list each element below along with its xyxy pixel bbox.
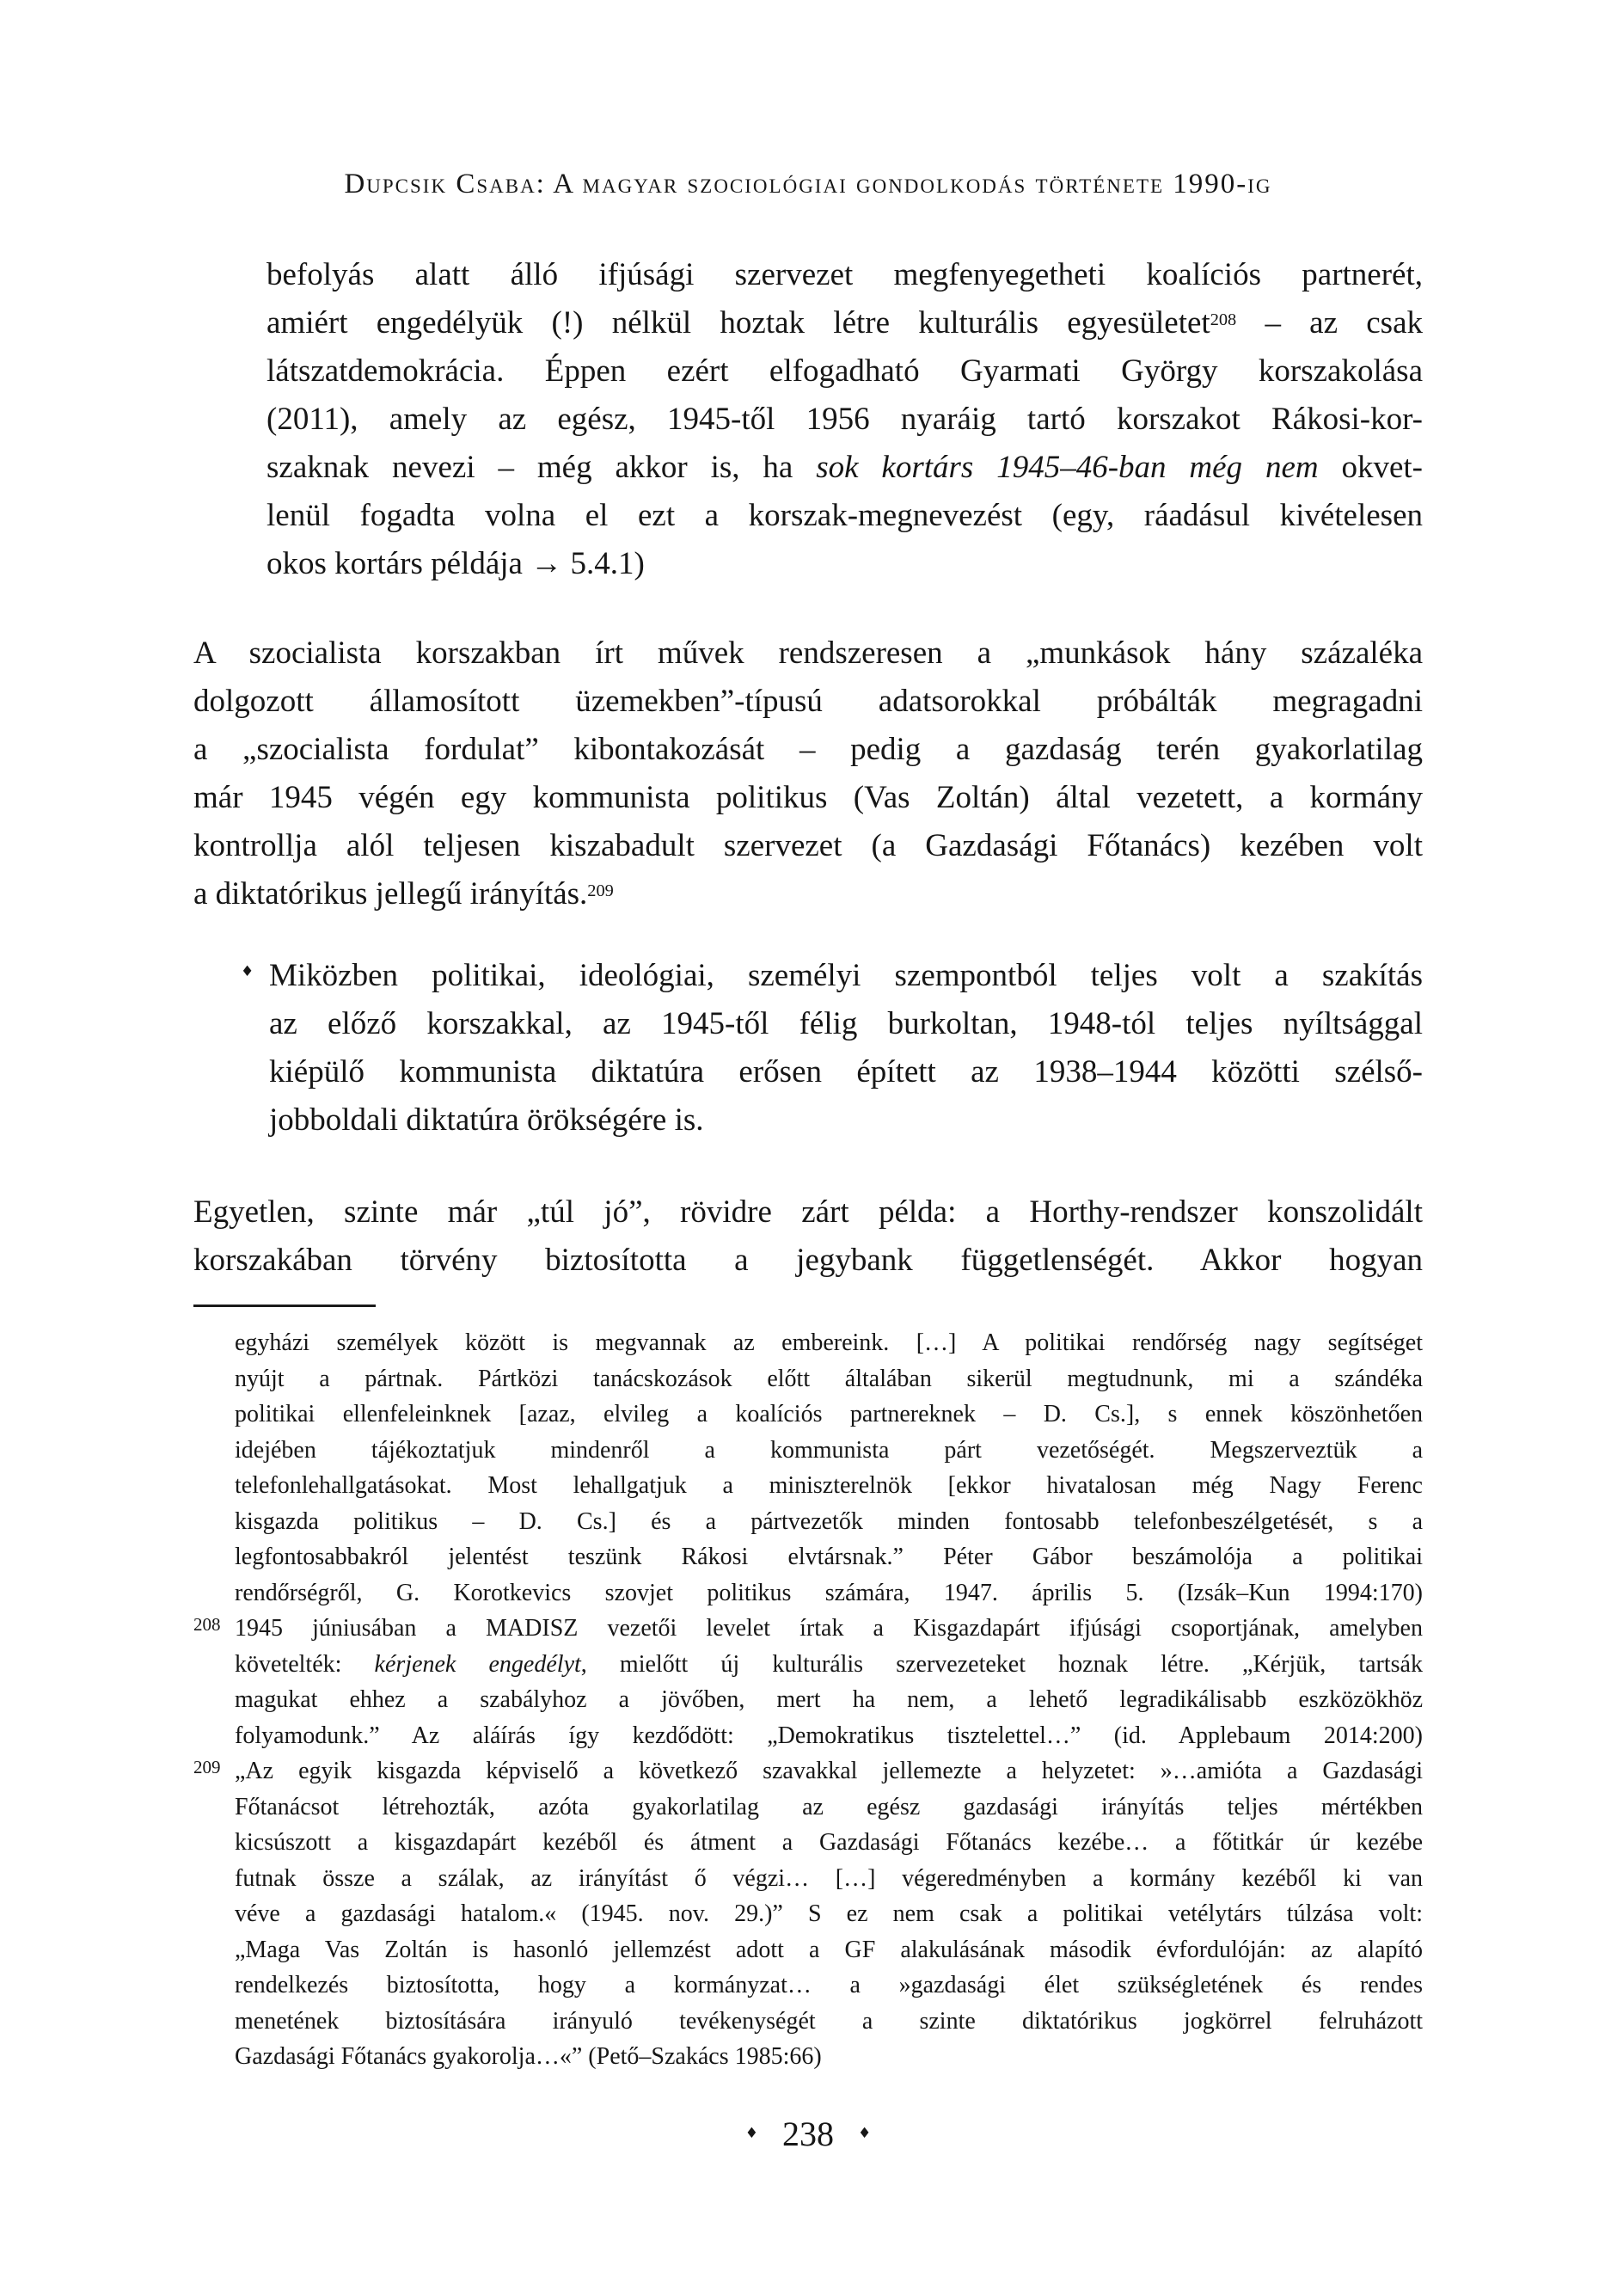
text-line: korszakában törvény biztosította a jegybank függetlenségét. Akkor hogyan xyxy=(193,1243,1423,1278)
text-line: magukat ehhez a szabályhoz a jövőben, mert ha nem, a lehető legradikálisabb eszközökhöz xyxy=(235,1686,1423,1713)
blockquote-excerpt xyxy=(266,251,1423,588)
text-line: Gazdasági Főtanács gyakorolja…«” (Pető–Szakács 1985:66) xyxy=(235,2043,822,2070)
footnote-209 xyxy=(193,1753,1423,2075)
footnote-209-text xyxy=(235,1753,1423,2075)
text-line: kisgazda politikus – D. Cs.] és a pártvezetők minden fontosabb telefonbeszélgetését, s a xyxy=(235,1507,1423,1535)
text-line: látszatdemokrácia. Éppen ezért elfogadható Gyarmati György korszakolása xyxy=(266,353,1423,389)
footnote-ref-superscript: 209 xyxy=(587,881,614,900)
footnote-208 xyxy=(193,1611,1423,1753)
text-line: egyházi személyek között is megvannak az embereink. […] A politikai rendőrség nagy segítséget xyxy=(235,1329,1423,1356)
text-line: a diktatórikus jellegű irányítás.$^{209}$ xyxy=(193,876,614,912)
text-line: a „szocialista fordulat” kibontakozását – pedig a gazdaság terén gyakorlatilag xyxy=(193,732,1423,767)
text-line: az előző korszakkal, az 1945-től félig burkoltan, 1948-tól teljes nyíltsággal xyxy=(269,1006,1423,1041)
page-footer xyxy=(193,2114,1423,2154)
text-line: rendőrségről, G. Korotkevics szovjet politikus számára, 1947. április 5. (Izsák–Kun 1994:170) xyxy=(235,1579,1423,1606)
text-line: nyújt a pártnak. Pártközi tanácskozások előtt általában sikerül megtudnunk, mi a szándéka xyxy=(235,1365,1423,1392)
text-line: telefonlehallgatásokat. Most lehallgatjuk a miniszterelnök [ekkor hivatalosan még Nagy Ferenc xyxy=(235,1472,1423,1499)
text-line: szaknak nevezi – még akkor is, ha sok kortárs 1945–46-ban még nem okvet- xyxy=(266,450,1424,485)
text-line: folyamodunk.” Az aláírás így kezdődött: „Demokratikus tisztelettel…” (id. Applebaum 2014:200) xyxy=(235,1722,1423,1749)
text-line: okos kortárs példája → 5.4.1) xyxy=(266,546,645,581)
text-block xyxy=(193,0,1423,2296)
text-line: Egyetlen, szinte már „túl jó”, rövidre zárt példa: a Horthy-rendszer konszolidált xyxy=(193,1194,1423,1230)
footnote-ref-superscript: 208 xyxy=(1210,310,1237,329)
text-line: rendelkezés biztosította, hogy a kormányzat… a »gazdasági élet szükségletének és rendes xyxy=(235,1972,1423,1998)
footnote-separator-rule xyxy=(193,1305,376,1307)
text-line: kiépülő kommunista diktatúra erősen épített az 1938–1944 közötti szélső- xyxy=(269,1054,1423,1090)
text-line: „Az egyik kisgazda képviselő a következő szavakkal jellemezte a helyzetet: »…amióta a Gazdasági xyxy=(235,1758,1423,1784)
italic-text: kérjenek engedélyt xyxy=(374,1650,581,1678)
text-line: politikai ellenfeleinknek [azaz, elvileg a koalíciós partnereknek – D. Cs.], s ennek köszönhetően xyxy=(235,1401,1423,1427)
footnotes-section xyxy=(193,1325,1423,2075)
text-line: jobboldali diktatúra örökségére is. xyxy=(269,1102,704,1138)
italic-text: sok kortárs 1945–46-ban még nem xyxy=(816,450,1319,485)
text-line: 1945 júniusában a MADISZ vezetői levelet írtak a Kisgazdapárt ifjúsági csoportjának, amelyben xyxy=(235,1615,1423,1642)
text-line: kicsúszott a kisgazdapárt kezéből és átment a Gazdasági Főtanács kezébe… a főtitkár úr kezébe xyxy=(235,1829,1423,1856)
text-line: Főtanácsot létrehozták, azóta gyakorlatilag az egész gazdasági irányítás teljes mértékben xyxy=(235,1793,1423,1820)
text-line: legfontosabbakról jelentést teszünk Rákosi elvtársnak.” Péter Gábor beszámolója a politikai xyxy=(235,1544,1423,1570)
text-line: már 1945 végén egy kommunista politikus (Vas Zoltán) által vezetett, a kormány xyxy=(193,780,1423,815)
paragraph-jegybank-example xyxy=(193,1188,1423,1285)
text-line: futnak össze a szálak, az irányítást ő végzi… […] végeredményben a kormány kezéből ki van xyxy=(235,1864,1423,1892)
text-line: Miközben politikai, ideológiai, személyi szempontból teljes volt a szakítás xyxy=(269,958,1423,993)
footnote-208-text xyxy=(235,1611,1423,1753)
footnote-number-208: 208 xyxy=(193,1614,221,1635)
diamond-ornament-right: ♦ xyxy=(858,2125,872,2142)
bullet-diamond-icon: ♦ xyxy=(241,963,254,980)
text-line: „Maga Vas Zoltán is hasonló jellemzést adott a GF alakulásának második évfordulóján: az alapító xyxy=(235,1936,1423,1963)
text-line: menetének biztosítására irányuló tevékenységét a szinte diktatórikus jogkörrel felruházott xyxy=(235,2007,1423,2035)
bullet-item-text xyxy=(269,952,1423,1145)
text-line: A szocialista korszakban írt művek rendszeresen a „munkások hány százaléka xyxy=(193,635,1423,671)
text-line: idejében tájékoztatjuk mindenről a kommunista párt vezetőségét. Megszerveztük a xyxy=(235,1436,1423,1464)
text-line: követelték: kérjenek engedélyt, mielőtt új kulturális szervezeteket hoznak létre. „Kérjük, tartsák xyxy=(235,1650,1423,1678)
text-line: véve a gazdasági hatalom.« (1945. nov. 29.)” S ez nem csak a politikai vetélytárs túlzása volt: xyxy=(235,1900,1423,1927)
text-line: kontrollja alól teljesen kiszabadult szervezet (a Gazdasági Főtanács) kezében volt xyxy=(193,828,1423,863)
footnote-continuation xyxy=(235,1325,1423,1611)
footnote-number-209: 209 xyxy=(193,1757,221,1777)
paragraph-socialist-era xyxy=(193,629,1423,918)
page-number-value: 238 xyxy=(782,2115,834,2153)
text-line: amiért engedélyük (!) nélkül hoztak létre kulturális egyesületet$^{208}$ – az csak xyxy=(266,305,1423,341)
diamond-ornament-left: ♦ xyxy=(744,2125,758,2142)
bullet-list-item xyxy=(241,952,1423,1145)
text-line: dolgozott államosított üzemekben”-típusú adatsorokkal próbálták megragadni xyxy=(193,684,1423,719)
running-header: Dupcsik Csaba: A magyar szociológiai gondolkodás története 1990-ig xyxy=(344,169,1272,200)
text-line: lenül fogadta volna el ezt a korszak-megnevezést (egy, ráadásul kivételesen xyxy=(266,498,1423,533)
text-line: (2011), amely az egész, 1945-től 1956 nyaráig tartó korszakot Rákosi-kor- xyxy=(266,402,1423,437)
text-line: befolyás alatt álló ifjúsági szervezet megfenyegetheti koalíciós partnerét, xyxy=(266,257,1423,292)
